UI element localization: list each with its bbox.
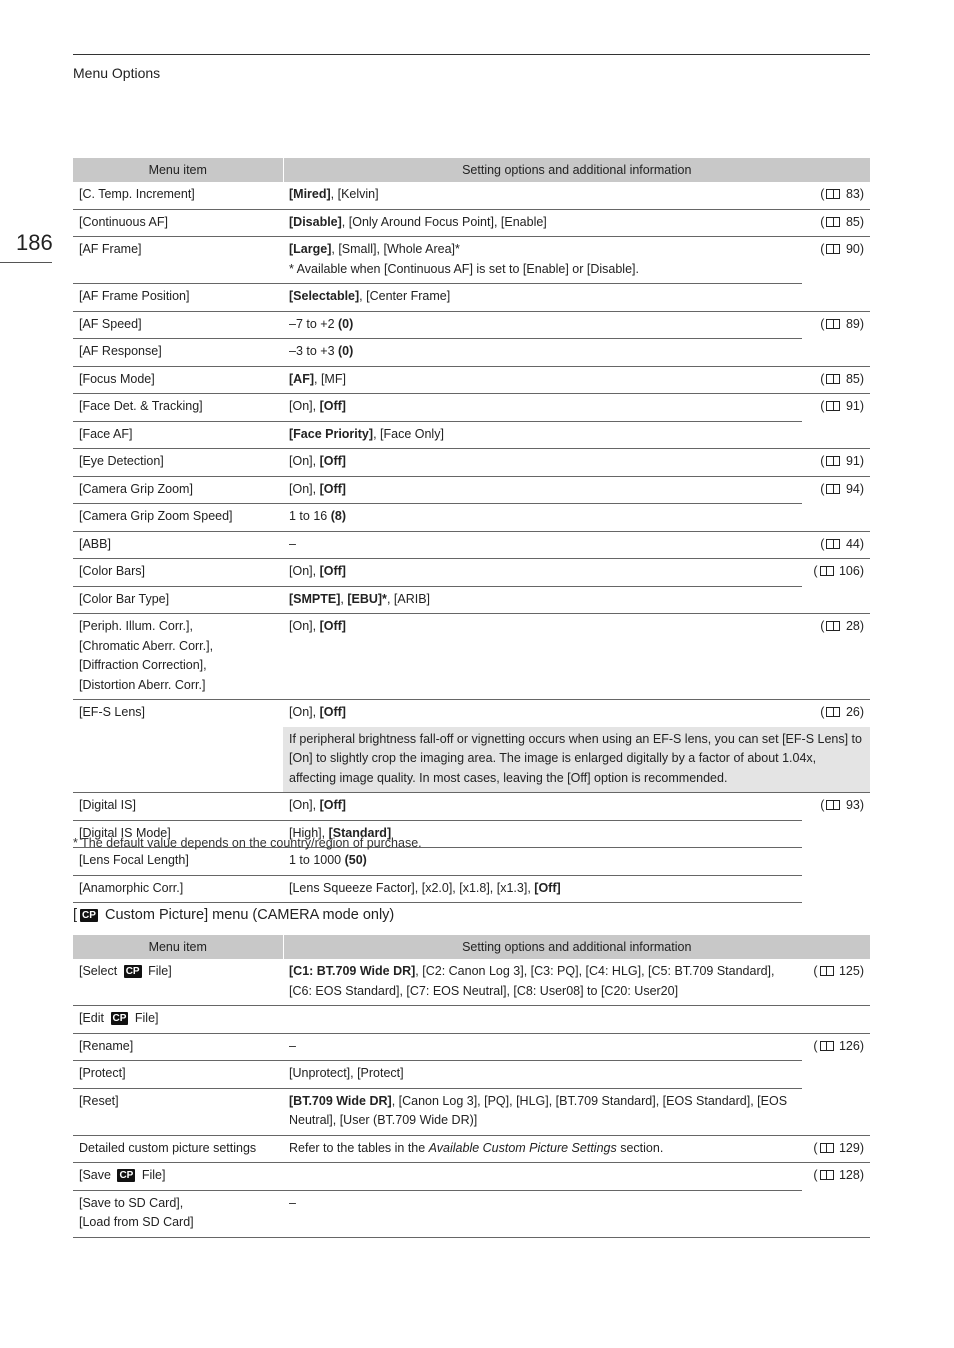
setting-options: [On], [Off] [283,614,802,700]
setting-options: [Mired], [Kelvin] [289,187,379,201]
page-reference: ( 128) [802,1163,870,1238]
menu-item: [AF Speed] [73,311,283,339]
menu-item: [Face AF] [73,421,283,449]
table-row [73,284,870,312]
menu-sub-item: [Save to SD Card], [Load from SD Card] [79,1195,194,1229]
column-header-menu-item: Menu item [73,158,283,182]
menu-item: [EF-S Lens] [73,700,283,793]
custom-picture-icon: CP [125,966,140,977]
book-icon [826,319,840,329]
setting-options: 1 to 1000 (50) [283,848,802,876]
table-row [73,614,870,700]
menu-item: [Face Det. & Tracking] [73,394,283,422]
header-rule [73,54,870,55]
page-number-rule [0,262,52,263]
page-reference: ( 129) [802,1135,870,1163]
page-reference: ( 90) [802,237,870,312]
menu-item: [Save CP File] [73,1163,802,1191]
table-row [73,1190,870,1237]
menu-item: [AF Frame Position] [73,284,283,312]
setting-options: Refer to the tables in the Available Custom Picture Settings section. [283,1135,802,1163]
setting-options: [AF], [MF] [283,366,802,394]
setting-options: [C1: BT.709 Wide DR], [C2: Canon Log 3], [C3: PQ], [C4: HLG], [C5: BT.709 Standard], [C6: EOS Standard], [C7: EOS Neutral], [C8: User08] to [C20: User20] [289,964,775,998]
book-icon [826,189,840,199]
setting-options: – [289,1195,296,1210]
page-reference: ( 89) [802,311,870,366]
page-reference: ( 28) [802,614,870,700]
book-icon [820,1143,834,1153]
menu-item: [Edit CP File] [73,1006,870,1034]
page-reference: ( 91) [802,449,870,477]
table-bottom-rule [73,1237,870,1238]
menu-item: [AF Response] [73,339,283,367]
book-icon [820,966,834,976]
book-icon [820,1041,834,1051]
table-row [73,1135,870,1163]
setting-options: –3 to +3 (0) [283,339,802,367]
table-row [73,182,870,209]
book-icon [826,707,840,717]
page-reference: ( 126) [802,1033,870,1135]
menu-item: [Continuous AF] [73,209,283,237]
table-row [73,339,870,367]
setting-options: [Selectable], [Center Frame] [283,284,802,312]
setting-options: [On], [Off] [283,476,802,504]
menu-sub-item: [Protect] [73,1061,283,1089]
menu-item: [Color Bar Type] [73,586,283,614]
setting-options: [Unprotect], [Protect] [283,1061,802,1089]
menu-item: [Anamorphic Corr.] [73,875,283,903]
book-icon [820,1170,834,1180]
table-row [73,1061,870,1089]
column-header-menu-item: Menu item [73,935,283,959]
book-icon [820,566,834,576]
table-row [73,504,870,532]
menu-sub-item: [Rename] [73,1033,283,1061]
table-row [73,476,870,504]
setting-options: – [283,1033,802,1061]
page-reference: ( 125) [813,964,865,978]
table-row [73,586,870,614]
menu-item: [C. Temp. Increment] [79,187,195,201]
book-icon [826,800,840,810]
table-row [73,366,870,394]
setting-options: [On], [Off] [283,559,802,587]
menu-sub-item: [Reset] [73,1088,283,1135]
setting-options: [Large], [Small], [Whole Area]* * Available when [Continuous AF] is set to [Enable] or [Disable]. [283,237,802,284]
page-reference: ( 83) [820,187,865,201]
custom-picture-icon: CP [119,1170,134,1181]
page-number: 186 [16,230,53,255]
setting-options: [Lens Squeeze Factor], [x2.0], [x1.8], [x1.3], [Off] [283,875,802,903]
table-row [73,421,870,449]
table-row [73,311,870,339]
book-icon [826,456,840,466]
menu-options-table [73,158,870,903]
menu-item: [Lens Focal Length] [73,848,283,876]
menu-sub-item: Detailed custom picture settings [73,1135,283,1163]
book-icon [826,539,840,549]
menu-item: [Eye Detection] [73,449,283,477]
menu-item: [AF Frame] [73,237,283,284]
page-reference: ( 93) [802,793,870,903]
menu-item: [ABB] [73,531,283,559]
menu-item: [Camera Grip Zoom Speed] [73,504,283,532]
table-row [73,700,870,727]
table-row [73,449,870,477]
table-row [73,531,870,559]
menu-item: [Color Bars] [73,559,283,587]
page-reference: ( 85) [802,366,870,394]
table-row [73,394,870,422]
setting-options: [Face Priority], [Face Only] [283,421,802,449]
book-icon [826,217,840,227]
page-reference: ( 26) [802,700,870,727]
table-row [73,848,870,876]
table-row [73,237,870,284]
running-header: Menu Options [73,65,161,81]
table-row [73,1088,870,1135]
table-row [73,1033,870,1061]
menu-item: [Digital IS Mode] [73,820,283,848]
book-icon [826,621,840,631]
page-reference: ( 85) [802,209,870,237]
menu-item: [Focus Mode] [73,366,283,394]
table-row [73,875,870,903]
setting-options: – [283,531,802,559]
menu-item: [Periph. Illum. Corr.], [Chromatic Aberr. Corr.], [Diffraction Correction], [Distortion Aberr. Corr.] [73,614,283,700]
page-reference: ( 94) [802,476,870,531]
book-icon [826,484,840,494]
setting-options: [Disable], [Only Around Focus Point], [Enable] [283,209,802,237]
footnote: * The default value depends on the country/region of purchase. [73,836,422,850]
column-header-options: Setting options and additional information [283,935,870,959]
book-icon [826,244,840,254]
book-icon [826,401,840,411]
section-title: [ CP Custom Picture] menu (CAMERA mode only) [73,907,395,923]
column-header-options: Setting options and additional information [283,158,870,182]
book-icon [826,374,840,384]
setting-options: [On], [Off] [283,700,802,727]
custom-picture-table [73,935,870,1238]
table-row [73,1163,870,1191]
page-reference: ( 106) [802,559,870,614]
efs-lens-note: If peripheral brightness fall-off or vignetting occurs when using an EF-S lens, you can set [EF-S Lens] to [On] to slightly crop the imaging area. The image is enlarged digitally by a factor of about 1.04x, affecting image quality. In most cases, leaving the [Off] option is recommended. [283,727,870,793]
table-row [73,559,870,587]
page-reference: ( 44) [802,531,870,559]
setting-options: –7 to +2 (0) [283,311,802,339]
setting-options: 1 to 16 (8) [283,504,802,532]
table-row [73,959,870,1006]
setting-options: [On], [Off] [283,394,802,422]
page-reference: ( 91) [802,394,870,449]
setting-options: [BT.709 Wide DR], [Canon Log 3], [PQ], [HLG], [BT.709 Standard], [EOS Standard], [EOS Neutral], [User (BT.709 Wide DR)] [283,1088,802,1135]
table-row [73,209,870,237]
table-row [73,1006,870,1034]
setting-options: [High], [Standard] [283,820,802,848]
menu-item: [Camera Grip Zoom] [73,476,283,504]
custom-picture-icon: CP [82,910,96,921]
custom-picture-icon: CP [112,1013,127,1024]
setting-options: [On], [Off] [283,449,802,477]
menu-item: [Digital IS] [73,793,283,821]
setting-options: [SMPTE], [EBU]*, [ARIB] [283,586,802,614]
table-row [73,793,870,821]
menu-item: [Select CP File] [79,964,172,978]
setting-options: [On], [Off] [283,793,802,821]
